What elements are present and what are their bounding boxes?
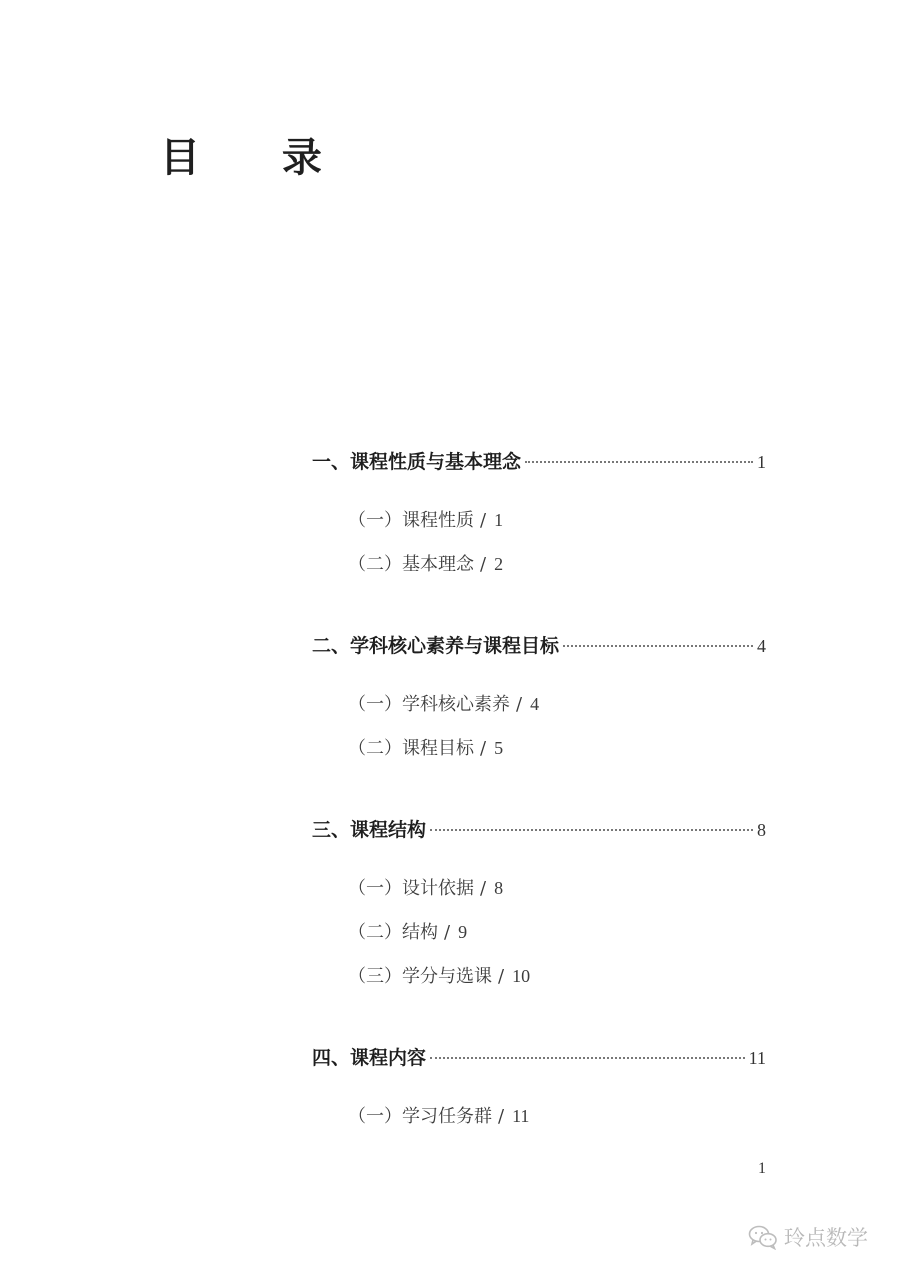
dot-leader (525, 461, 753, 463)
toc-subsection (312, 910, 766, 954)
toc-section (312, 1036, 766, 1138)
toc-section (312, 624, 766, 770)
toc-subsection (312, 866, 766, 910)
toc-subsection (312, 954, 766, 998)
toc-subsection-label: （二）结构 (348, 922, 438, 943)
toc-subsection-list (312, 866, 766, 998)
toc-subsection-page: 5 (494, 738, 504, 758)
wechat-icon (748, 1224, 778, 1250)
toc-section-title: 二、学科核心素养与课程目标 (312, 635, 560, 657)
toc-subsection-list (312, 498, 766, 586)
toc-separator: / (444, 922, 451, 943)
toc-subsection-label: （一）设计依据 (348, 878, 474, 899)
page-title: 目 录 (160, 134, 356, 181)
toc-subsection (312, 682, 766, 726)
toc-subsection-page: 10 (512, 966, 531, 986)
toc-subsection-label: （一）课程性质 (348, 510, 474, 531)
toc-separator: / (498, 1106, 505, 1127)
toc-subsection-page: 4 (530, 694, 540, 714)
toc-section (312, 440, 766, 586)
toc-separator: / (516, 694, 523, 715)
toc-subsection (312, 498, 766, 542)
toc-separator: / (480, 554, 487, 575)
toc-subsection-page: 11 (512, 1106, 530, 1126)
toc-separator: / (480, 510, 487, 531)
toc-subsection (312, 542, 766, 586)
toc-section-title: 三、课程结构 (312, 819, 427, 841)
watermark (748, 1222, 868, 1252)
toc-separator: / (480, 738, 487, 759)
toc-subsection-label: （三）学分与选课 (348, 966, 492, 987)
dot-leader (563, 645, 753, 647)
toc-section-page: 8 (757, 820, 766, 840)
toc-section (312, 808, 766, 998)
toc-section-title: 四、课程内容 (312, 1047, 427, 1069)
toc-section-page: 4 (757, 636, 766, 656)
toc-subsection-label: （二）基本理念 (348, 554, 474, 575)
toc-section-row (312, 440, 766, 484)
dot-leader (430, 1057, 745, 1059)
toc-section-row (312, 624, 766, 668)
toc-subsection-page: 1 (494, 510, 504, 530)
table-of-contents (312, 440, 766, 1176)
toc-section-row (312, 808, 766, 852)
toc-subsection (312, 1094, 766, 1138)
toc-subsection-page: 9 (458, 922, 468, 942)
toc-subsection-page: 2 (494, 554, 504, 574)
toc-separator: / (498, 966, 505, 987)
toc-subsection (312, 726, 766, 770)
toc-subsection-label: （一）学习任务群 (348, 1106, 492, 1127)
watermark-text: 玲点数学 (784, 1226, 868, 1250)
toc-separator: / (480, 878, 487, 899)
toc-section-page: 1 (757, 452, 766, 472)
toc-subsection-label: （二）课程目标 (348, 738, 474, 759)
toc-subsection-label: （一）学科核心素养 (348, 694, 510, 715)
toc-subsection-list (312, 1094, 766, 1138)
toc-section-title: 一、课程性质与基本理念 (312, 451, 522, 473)
toc-subsection-list (312, 682, 766, 770)
footer-page-number: 1 (758, 1160, 766, 1177)
toc-subsection-page: 8 (494, 878, 504, 898)
toc-section-page: 11 (748, 1048, 766, 1068)
toc-section-row (312, 1036, 766, 1080)
dot-leader (430, 829, 753, 831)
